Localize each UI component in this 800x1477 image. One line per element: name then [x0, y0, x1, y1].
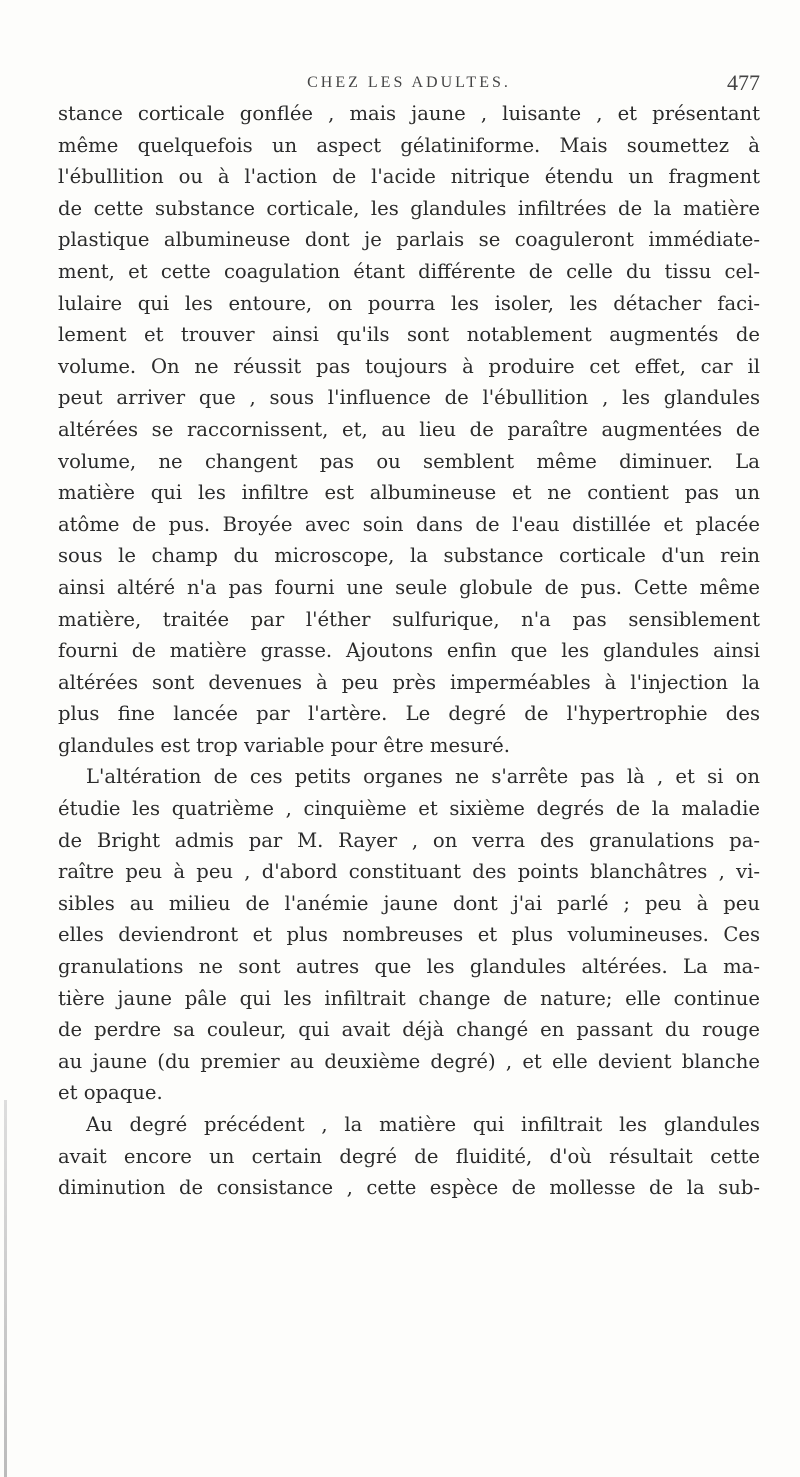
text-line: volume, ne changent pas ou semblent même diminuer. La	[58, 449, 760, 473]
text-line: volume. On ne réussit pas toujours à produire cet effet, car il	[58, 354, 760, 378]
text-line: de Bright admis par M. Rayer , on verra des granulations pa-	[58, 828, 760, 852]
text-line: stance corticale gonflée , mais jaune , luisante , et présentant	[58, 102, 760, 125]
text-line: altérées se raccornissent, et, au lieu de paraître augmentées de	[58, 417, 760, 441]
text-line: L'altération de ces petits organes ne s'arrête pas là , et si on	[86, 765, 760, 789]
running-title: CHEZ LES ADULTES.	[307, 74, 511, 91]
text-line: ainsi altéré n'a pas fourni une seule globule de pus. Cette même	[58, 575, 760, 599]
text-line: sous le champ du microscope, la substance corticale d'un rein	[58, 544, 760, 568]
text-line: de cette substance corticale, les glandules infiltrées de la matière	[58, 196, 760, 220]
text-line: diminution de consistance , cette espèce de mollesse de la sub-	[58, 1176, 760, 1200]
text-line: plastique albumineuse dont je parlais se coaguleront immédiate-	[58, 228, 760, 252]
text-line: plus fine lancée par l'artère. Le degré de l'hypertrophie des	[58, 702, 760, 726]
text-line: lement et trouver ainsi qu'ils sont notablement augmentés de	[58, 323, 760, 347]
text-line: raître peu à peu , d'abord constituant des points blanchâtres , vi-	[58, 860, 760, 884]
text-line: avait encore un certain degré de fluidité, d'où résultait cette	[58, 1144, 760, 1168]
text-line: ment, et cette coagulation étant différente de celle du tissu cel-	[58, 259, 760, 283]
text-line: fourni de matière grasse. Ajoutons enfin que les glandules ainsi	[58, 639, 760, 663]
text-line: au jaune (du premier au deuxième degré) , et elle devient blanche	[58, 1049, 760, 1073]
text-line: Au degré précédent , la matière qui infiltrait les glandules	[86, 1113, 760, 1136]
text-line: même quelquefois un aspect gélatiniforme. Mais soumettez à	[58, 133, 760, 157]
text-line: de perdre sa couleur, qui avait déjà changé en passant du rouge	[58, 1018, 760, 1042]
text-line: peut arriver que , sous l'influence de l'ébullition , les glandules	[58, 386, 760, 410]
running-head	[58, 70, 760, 100]
text-line: atôme de pus. Broyée avec soin dans de l'eau distillée et placée	[58, 512, 760, 536]
text-line: tière jaune pâle qui les infiltrait change de nature; elle continue	[58, 986, 760, 1010]
text-line: altérées sont devenues à peu près imperméables à l'injection la	[58, 670, 760, 694]
text-line: lulaire qui les entoure, on pourra les isoler, les détacher faci-	[58, 291, 760, 315]
text-line: granulations ne sont autres que les glandules altérées. La ma-	[58, 955, 760, 979]
text-line: étudie les quatrième , cinquième et sixième degrés de la maladie	[58, 797, 760, 821]
text-line: l'ébullition ou à l'action de l'acide nitrique étendu un fragment	[58, 165, 760, 189]
page-edge-shadow	[4, 1100, 7, 1477]
text-line: sibles au milieu de l'anémie jaune dont j'ai parlé ; peu à peu	[58, 891, 760, 915]
text-line: matière, traitée par l'éther sulfurique, n'a pas sensiblement	[58, 607, 760, 631]
text-line: elles deviendront et plus nombreuses et plus volumineuses. Ces	[58, 923, 760, 947]
page-number: 477	[727, 70, 760, 95]
text-line: matière qui les infiltre est albumineuse et ne contient pas un	[58, 481, 760, 505]
body-text	[58, 98, 760, 1204]
text-line: et opaque.	[58, 1081, 163, 1105]
text-line: glandules est trop variable pour être mesuré.	[58, 733, 510, 757]
